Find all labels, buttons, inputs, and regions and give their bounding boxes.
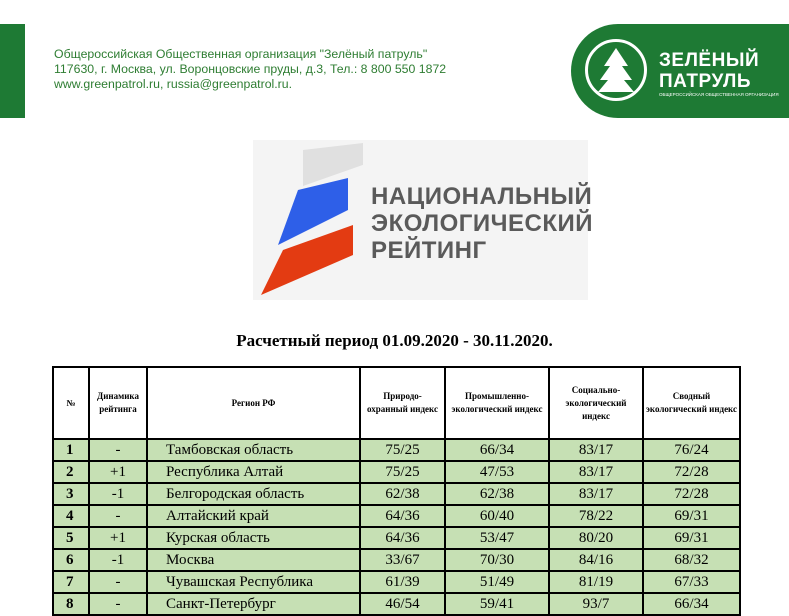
social-index-cell: 78/22 — [549, 505, 643, 527]
nature-index-cell: 64/36 — [360, 505, 445, 527]
industrial-index-cell: 70/30 — [445, 549, 549, 571]
nature-index-cell: 62/38 — [360, 483, 445, 505]
social-index-cell: 93/7 — [549, 593, 643, 615]
col-industrial-index: Промышленно-экологический индекс — [445, 367, 549, 439]
flag-ribbon-icon — [253, 140, 363, 300]
dynamics-cell: -1 — [89, 483, 147, 505]
industrial-index-cell: 60/40 — [445, 505, 549, 527]
region-cell: Москва — [147, 549, 360, 571]
region-cell: Санкт-Петербург — [147, 593, 360, 615]
tree-icon — [585, 39, 647, 101]
logo-line1: ЗЕЛЁНЫЙ — [659, 50, 760, 71]
region-cell: Алтайский край — [147, 505, 360, 527]
table-row — [53, 571, 740, 593]
social-index-cell: 83/17 — [549, 461, 643, 483]
col-dynamics: Динамика рейтинга — [89, 367, 147, 439]
table-row — [53, 527, 740, 549]
col-summary-index: Сводный экологический индекс — [643, 367, 740, 439]
org-name: Общероссийская Общественная организация "Зелёный патруль" — [54, 47, 428, 61]
rating-line1: НАЦИОНАЛЬНЫЙ — [371, 183, 593, 210]
rating-table — [52, 366, 741, 616]
nature-index-cell: 64/36 — [360, 527, 445, 549]
summary-index-cell: 66/34 — [643, 593, 740, 615]
summary-index-cell: 68/32 — [643, 549, 740, 571]
dynamics-cell: - — [89, 593, 147, 615]
logo-subtitle: ОБЩЕРОССИЙСКАЯ ОБЩЕСТВЕННАЯ ОРГАНИЗАЦИЯ — [659, 92, 779, 97]
summary-index-cell: 69/31 — [643, 505, 740, 527]
rating-line3: РЕЙТИНГ — [371, 237, 487, 264]
table-row — [53, 593, 740, 615]
table-row — [53, 483, 740, 505]
rank-cell: 7 — [53, 571, 89, 593]
industrial-index-cell: 59/41 — [445, 593, 549, 615]
region-cell: Чувашская Республика — [147, 571, 360, 593]
col-social-index: Социально-экологический индекс — [549, 367, 643, 439]
industrial-index-cell: 53/47 — [445, 527, 549, 549]
table-header-row — [53, 367, 740, 439]
green-patrol-logo — [571, 24, 789, 118]
dynamics-cell: -1 — [89, 549, 147, 571]
rank-cell: 8 — [53, 593, 89, 615]
region-cell: Тамбовская область — [147, 439, 360, 461]
industrial-index-cell: 51/49 — [445, 571, 549, 593]
summary-index-cell: 72/28 — [643, 461, 740, 483]
rank-cell: 1 — [53, 439, 89, 461]
table-row — [53, 549, 740, 571]
rank-cell: 5 — [53, 527, 89, 549]
social-index-cell: 83/17 — [549, 483, 643, 505]
dynamics-cell: +1 — [89, 461, 147, 483]
rank-cell: 3 — [53, 483, 89, 505]
summary-index-cell: 72/28 — [643, 483, 740, 505]
region-cell: Курская область — [147, 527, 360, 549]
table-row — [53, 461, 740, 483]
region-cell: Республика Алтай — [147, 461, 360, 483]
org-contacts: www.greenpatrol.ru, russia@greenpatrol.ru. — [54, 77, 293, 91]
rating-line2: ЭКОЛОГИЧЕСКИЙ — [371, 210, 594, 237]
org-address: 117630, г. Москва, ул. Воронцовские пруды, д.3, Тел.: 8 800 550 1872 — [54, 62, 447, 76]
org-header — [54, 47, 446, 92]
rank-cell: 4 — [53, 505, 89, 527]
left-green-bar — [0, 24, 25, 118]
nature-index-cell: 46/54 — [360, 593, 445, 615]
industrial-index-cell: 62/38 — [445, 483, 549, 505]
period-title: Расчетный период 01.09.2020 - 30.11.2020. — [236, 331, 553, 350]
summary-index-cell: 69/31 — [643, 527, 740, 549]
industrial-index-cell: 47/53 — [445, 461, 549, 483]
rank-cell: 2 — [53, 461, 89, 483]
col-region: Регион РФ — [147, 367, 360, 439]
col-number: № — [53, 367, 89, 439]
nature-index-cell: 33/67 — [360, 549, 445, 571]
rank-cell: 6 — [53, 549, 89, 571]
nature-index-cell: 75/25 — [360, 439, 445, 461]
summary-index-cell: 67/33 — [643, 571, 740, 593]
col-nature-index: Природо-охранный индекс — [360, 367, 445, 439]
region-cell: Белгородская область — [147, 483, 360, 505]
national-rating-logo — [253, 140, 594, 300]
table-row — [53, 505, 740, 527]
social-index-cell: 81/19 — [549, 571, 643, 593]
social-index-cell: 84/16 — [549, 549, 643, 571]
nature-index-cell: 61/39 — [360, 571, 445, 593]
social-index-cell: 80/20 — [549, 527, 643, 549]
table-body — [53, 439, 740, 615]
dynamics-cell: - — [89, 505, 147, 527]
industrial-index-cell: 66/34 — [445, 439, 549, 461]
dynamics-cell: - — [89, 571, 147, 593]
social-index-cell: 83/17 — [549, 439, 643, 461]
logo-line2: ПАТРУЛЬ — [659, 71, 752, 92]
summary-index-cell: 76/24 — [643, 439, 740, 461]
nature-index-cell: 75/25 — [360, 461, 445, 483]
dynamics-cell: +1 — [89, 527, 147, 549]
dynamics-cell: - — [89, 439, 147, 461]
table-row — [53, 439, 740, 461]
